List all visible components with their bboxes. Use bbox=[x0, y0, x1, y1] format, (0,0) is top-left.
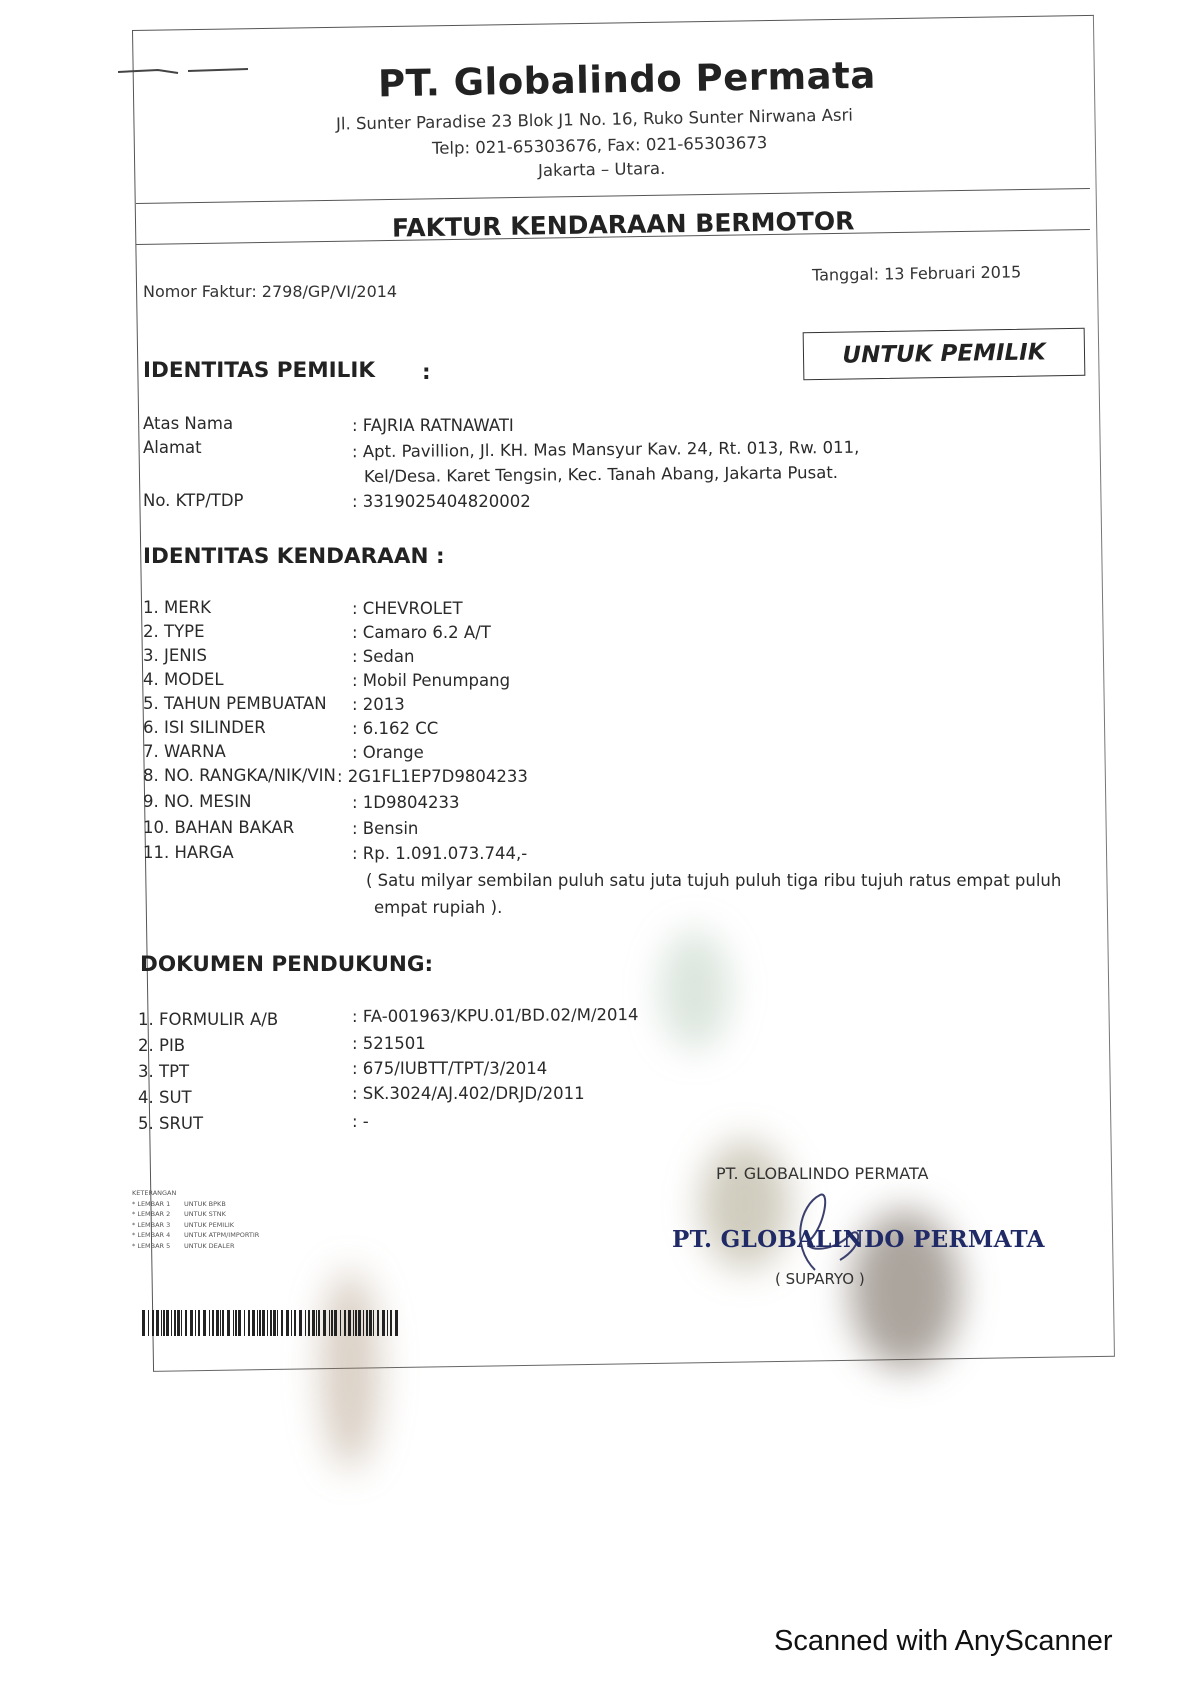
keterangan-row bbox=[132, 1241, 259, 1252]
vehicle-price-value: : Rp. 1.091.073.744,- bbox=[352, 844, 528, 863]
keterangan-title: KETERANGAN bbox=[132, 1189, 177, 1197]
barcode-bar bbox=[308, 1310, 310, 1336]
keterangan-sheet: * LEMBAR 2 bbox=[132, 1210, 171, 1218]
barcode-bar bbox=[190, 1310, 193, 1336]
barcode-bar bbox=[299, 1310, 302, 1336]
vehicle-jenis-label: 3. JENIS bbox=[143, 646, 207, 665]
owner-ktp-label: No. KTP/TDP bbox=[143, 491, 244, 510]
barcode-bar bbox=[348, 1310, 351, 1336]
barcode-bar bbox=[148, 1310, 149, 1336]
signer-name: ( SUPARYO ) bbox=[775, 1270, 865, 1288]
scan-smudge bbox=[320, 1270, 380, 1470]
company-city: Jakarta – Utara. bbox=[537, 158, 666, 181]
vehicle-merk-value: : CHEVROLET bbox=[352, 599, 463, 618]
vehicle-engine-label: 9. NO. MESIN bbox=[143, 792, 252, 811]
barcode-bar bbox=[257, 1310, 258, 1336]
barcode-bar bbox=[377, 1310, 379, 1336]
barcode-bar bbox=[355, 1310, 357, 1336]
barcode-bar bbox=[340, 1310, 341, 1336]
barcode-bar bbox=[395, 1310, 398, 1336]
copy-label: UNTUK PEMILIK bbox=[842, 339, 1046, 369]
barcode-bar bbox=[233, 1310, 234, 1336]
invoice-number: Nomor Faktur: 2798/GP/VI/2014 bbox=[143, 282, 398, 301]
barcode-bar bbox=[195, 1310, 196, 1336]
document-title: FAKTUR KENDARAAN BERMOTOR bbox=[391, 206, 855, 243]
keterangan-row bbox=[132, 1220, 259, 1231]
vehicle-color-label: 7. WARNA bbox=[143, 742, 226, 761]
barcode-bar bbox=[270, 1310, 272, 1336]
keterangan-purpose: UNTUK ATPM/IMPORTIR bbox=[184, 1231, 260, 1239]
doc-srut-label: 5. SRUT bbox=[138, 1114, 204, 1133]
barcode-bar bbox=[281, 1310, 283, 1336]
barcode-bar bbox=[238, 1310, 241, 1336]
keterangan-sheet: * LEMBAR 1 bbox=[132, 1199, 171, 1208]
barcode-bar bbox=[209, 1310, 210, 1336]
keterangan-purpose: UNTUK STNK bbox=[184, 1210, 226, 1218]
keterangan-purpose: UNTUK BPKB bbox=[184, 1199, 226, 1208]
barcode bbox=[142, 1310, 400, 1336]
scanner-watermark: Scanned with AnyScanner bbox=[774, 1625, 1113, 1657]
pen-mark bbox=[118, 66, 268, 76]
keterangan-sheet: * LEMBAR 5 bbox=[132, 1241, 171, 1250]
vehicle-year-value: : 2013 bbox=[352, 695, 405, 714]
vehicle-color-value: : Orange bbox=[352, 743, 424, 762]
doc-pib-value: : 521501 bbox=[352, 1034, 426, 1053]
barcode-bar bbox=[212, 1310, 214, 1336]
keterangan-purpose: UNTUK PEMILIK bbox=[184, 1220, 235, 1229]
barcode-bar bbox=[161, 1310, 162, 1336]
keterangan-row bbox=[132, 1230, 259, 1241]
company-name: PT. Globalindo Permata bbox=[377, 53, 877, 106]
company-address: Jl. Sunter Paradise 23 Blok J1 No. 16, Ruko Sunter Nirwana Asri bbox=[335, 105, 854, 134]
doc-tpt-label: 3. TPT bbox=[138, 1062, 190, 1081]
barcode-bar bbox=[277, 1310, 278, 1336]
vehicle-vin-value: : 2G1FL1EP7D9804233 bbox=[337, 767, 528, 786]
barcode-bar bbox=[344, 1310, 346, 1336]
vehicle-price-label: 11. HARGA bbox=[143, 843, 234, 862]
owner-address-label: Alamat bbox=[143, 438, 202, 457]
barcode-bar bbox=[142, 1310, 145, 1336]
barcode-bar bbox=[363, 1310, 364, 1336]
vehicle-cylinder-label: 6. ISI SILINDER bbox=[143, 718, 266, 737]
barcode-bar bbox=[294, 1310, 296, 1336]
vehicle-type-value: : Camaro 6.2 A/T bbox=[352, 623, 491, 642]
vehicle-year-label: 5. TAHUN PEMBUATAN bbox=[143, 694, 327, 713]
keterangan-row bbox=[132, 1199, 259, 1210]
barcode-bar bbox=[316, 1310, 317, 1336]
barcode-bar bbox=[262, 1310, 265, 1336]
doc-formulir-value: : FA-001963/KPU.01/BD.02/M/2014 bbox=[351, 1005, 639, 1026]
barcode-bar bbox=[181, 1310, 182, 1336]
barcode-bar bbox=[227, 1310, 230, 1336]
vehicle-model-value: : Mobil Penumpang bbox=[352, 671, 511, 690]
barcode-bar bbox=[358, 1310, 361, 1336]
vehicle-price-words-2: empat rupiah ). bbox=[374, 898, 503, 917]
barcode-bar bbox=[152, 1310, 154, 1336]
keterangan-row bbox=[132, 1209, 259, 1220]
keterangan-purpose: UNTUK DEALER bbox=[184, 1241, 235, 1250]
scan-smudge bbox=[660, 930, 730, 1050]
vehicle-heading: IDENTITAS KENDARAAN : bbox=[143, 544, 445, 569]
barcode-bar bbox=[248, 1310, 250, 1336]
barcode-bar bbox=[222, 1310, 224, 1336]
barcode-bar bbox=[174, 1310, 176, 1336]
barcode-bar bbox=[220, 1310, 221, 1336]
doc-srut-value: : - bbox=[352, 1112, 369, 1131]
vehicle-vin-label: 8. NO. RANGKA/NIK/VIN bbox=[143, 766, 336, 785]
owner-heading-colon: : bbox=[422, 360, 431, 385]
vehicle-fuel-label: 10. BAHAN BAKAR bbox=[143, 818, 295, 837]
copy-label-box bbox=[803, 328, 1086, 380]
barcode-bar bbox=[244, 1310, 245, 1336]
company-stamp: PT. GLOBALINDO PERMATA bbox=[672, 1226, 1045, 1253]
barcode-bar bbox=[318, 1310, 320, 1336]
barcode-bar bbox=[216, 1310, 219, 1336]
barcode-bar bbox=[185, 1310, 187, 1336]
vehicle-merk-label: 1. MERK bbox=[143, 598, 211, 617]
barcode-bar bbox=[267, 1310, 268, 1336]
doc-sut-label: 4. SUT bbox=[138, 1088, 192, 1107]
owner-address-value-2: Kel/Desa. Karet Tengsin, Kec. Tanah Abang, Jakarta Pusat. bbox=[363, 462, 839, 487]
barcode-bar bbox=[291, 1310, 292, 1336]
vehicle-fuel-value: : Bensin bbox=[352, 819, 419, 838]
owner-name-label: Atas Nama bbox=[143, 414, 234, 433]
doc-sut-value: : SK.3024/AJ.402/DRJD/2011 bbox=[352, 1084, 585, 1103]
barcode-bar bbox=[329, 1310, 330, 1336]
doc-tpt-value: : 675/IUBTT/TPT/3/2014 bbox=[352, 1059, 548, 1078]
company-phone: Telp: 021-65303676, Fax: 021-65303673 bbox=[431, 133, 768, 158]
vehicle-price-words-1: ( Satu milyar sembilan puluh satu juta tujuh puluh tiga ribu tujuh ratus empat puluh bbox=[366, 871, 1062, 890]
barcode-bar bbox=[198, 1310, 200, 1336]
barcode-bar bbox=[390, 1310, 392, 1336]
barcode-bar bbox=[387, 1310, 388, 1336]
barcode-bar bbox=[331, 1310, 333, 1336]
barcode-bar bbox=[166, 1310, 169, 1336]
barcode-bar bbox=[235, 1310, 237, 1336]
owner-heading: IDENTITAS PEMILIK bbox=[143, 358, 375, 383]
barcode-bar bbox=[171, 1310, 172, 1336]
vehicle-jenis-value: : Sedan bbox=[352, 647, 415, 666]
barcode-bar bbox=[382, 1310, 385, 1336]
barcode-bar bbox=[163, 1310, 165, 1336]
doc-pib-label: 2. PIB bbox=[138, 1036, 186, 1055]
barcode-bar bbox=[373, 1310, 374, 1336]
barcode-bar bbox=[259, 1310, 261, 1336]
barcode-bar bbox=[252, 1310, 255, 1336]
barcode-bar bbox=[366, 1310, 368, 1336]
barcode-bar bbox=[323, 1310, 326, 1336]
keterangan-block bbox=[132, 1188, 259, 1251]
vehicle-cylinder-value: : 6.162 CC bbox=[352, 719, 439, 738]
barcode-bar bbox=[286, 1310, 289, 1336]
doc-formulir-label: 1. FORMULIR A/B bbox=[138, 1010, 279, 1029]
barcode-bar bbox=[369, 1310, 372, 1336]
barcode-bar bbox=[273, 1310, 276, 1336]
vehicle-model-label: 4. MODEL bbox=[143, 670, 224, 689]
documents-heading: DOKUMEN PENDUKUNG: bbox=[140, 952, 434, 977]
keterangan-sheet: * LEMBAR 3 bbox=[132, 1220, 171, 1229]
barcode-bar bbox=[312, 1310, 315, 1336]
barcode-bar bbox=[353, 1310, 354, 1336]
barcode-bar bbox=[203, 1310, 206, 1336]
owner-address-value: : Apt. Pavillion, Jl. KH. Mas Mansyur Kav. 24, Rt. 013, Rw. 011, bbox=[351, 437, 860, 462]
owner-ktp-value: : 3319025404820002 bbox=[352, 492, 531, 511]
barcode-bar bbox=[334, 1310, 337, 1336]
vehicle-engine-value: : 1D9804233 bbox=[352, 793, 460, 812]
barcode-bar bbox=[177, 1310, 180, 1336]
owner-name-value: : FAJRIA RATNAWATI bbox=[352, 416, 514, 435]
vehicle-type-label: 2. TYPE bbox=[143, 622, 205, 641]
barcode-bar bbox=[305, 1310, 306, 1336]
keterangan-sheet: * LEMBAR 4 bbox=[132, 1231, 171, 1239]
invoice-date: Tanggal: 13 Februari 2015 bbox=[811, 262, 1022, 285]
signature-company: PT. GLOBALINDO PERMATA bbox=[716, 1164, 929, 1183]
barcode-bar bbox=[156, 1310, 159, 1336]
